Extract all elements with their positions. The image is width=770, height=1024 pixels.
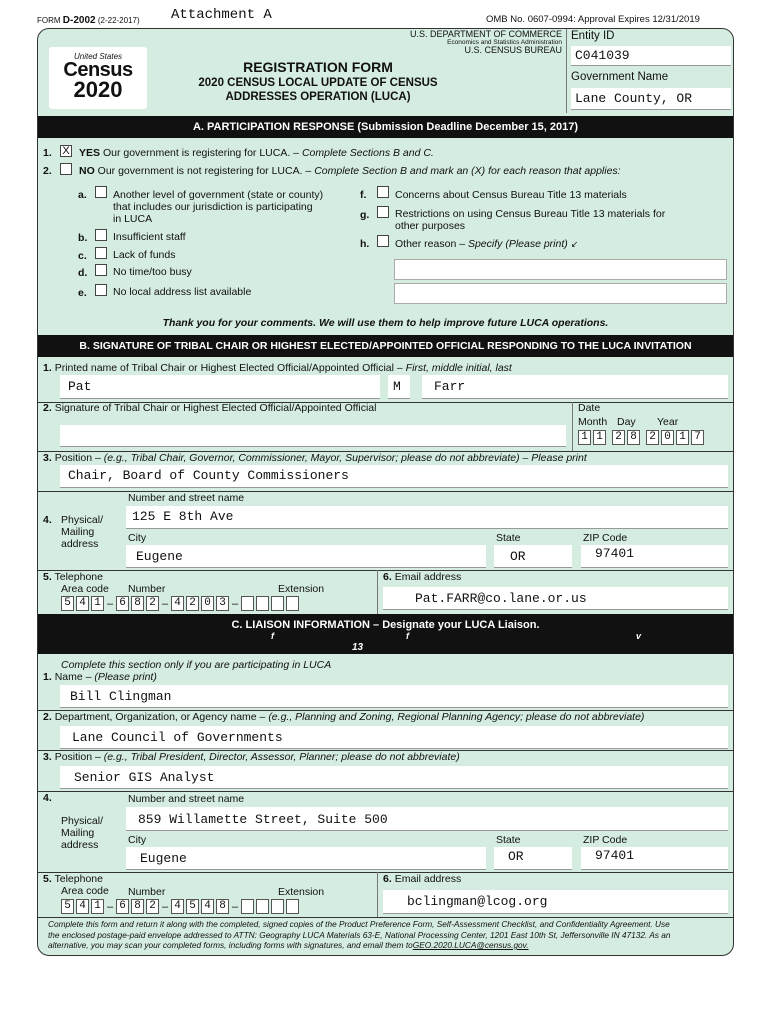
c-city-value: Eugene xyxy=(140,851,187,866)
footer-instructions xyxy=(48,919,728,951)
phone-digit: 2 xyxy=(186,596,199,611)
c-number-label: Number xyxy=(128,886,166,898)
c-q1-number: 1. xyxy=(43,671,52,683)
c-q2-number: 2. xyxy=(43,711,52,723)
reason-a-text: Another level of government (state or county) xyxy=(113,189,324,201)
dash: – xyxy=(161,597,169,610)
c-q5-label xyxy=(43,873,103,885)
phone-digit: 4 xyxy=(76,596,89,611)
stray-mark: f xyxy=(406,631,409,641)
agency-block xyxy=(378,30,562,55)
b-street-field[interactable] xyxy=(126,506,728,529)
c-q2-text: Department, Organization, or Agency name – xyxy=(54,711,269,723)
reason-g-checkbox[interactable] xyxy=(377,206,389,218)
c-q3-number: 3. xyxy=(43,751,52,763)
c-q1-label xyxy=(43,671,157,683)
b-q6-label xyxy=(383,571,461,583)
b-city-label: City xyxy=(128,532,147,544)
phone-digit: 0 xyxy=(201,596,214,611)
date-digit: 1 xyxy=(593,430,606,445)
c-zip-field[interactable] xyxy=(581,847,728,870)
b-q3-text: Position – xyxy=(54,452,104,464)
gov-name-value: Lane County, OR xyxy=(575,91,693,106)
reason-h-letter: h. xyxy=(360,238,370,250)
form-label: FORM xyxy=(37,16,61,25)
day-label: Day xyxy=(617,416,636,428)
reason-a-checkbox[interactable] xyxy=(95,186,107,198)
yes-text: Our government is registering for LUCA. – xyxy=(102,147,302,159)
gov-name-label: Government Name xyxy=(571,71,669,83)
entity-id-field[interactable] xyxy=(571,46,731,66)
other-reason-field-1[interactable] xyxy=(394,259,727,280)
b-email-field[interactable] xyxy=(383,587,728,610)
yes-instruction: Complete Sections B and C. xyxy=(301,147,434,159)
form-title-block xyxy=(158,59,478,103)
official-last-name: Farr xyxy=(434,379,466,394)
b-q1-label xyxy=(43,362,512,374)
date-digit: 1 xyxy=(676,430,689,445)
c-q2-label xyxy=(43,711,644,723)
c-extension-label: Extension xyxy=(278,886,325,898)
section-c-title: C. LIAISON INFORMATION – Designate your LUCA Liaison. xyxy=(231,619,540,631)
b-q1-text: Printed name of Tribal Chair or Highest Elected Official/Appointed Official – xyxy=(54,362,406,374)
reason-h-text: Other reason – xyxy=(395,238,468,250)
c-state-value: OR xyxy=(508,849,524,864)
reason-c-letter: c. xyxy=(78,250,87,262)
b-street-value: 125 E 8th Ave xyxy=(132,509,234,524)
phone-digit: 4 xyxy=(76,899,89,914)
phone-digit: 2 xyxy=(146,899,159,914)
reason-c-text: Lack of funds xyxy=(113,249,176,261)
phone-digit: 8 xyxy=(131,596,144,611)
b-q3-instruction: (e.g., Tribal Chair, Governor, Commissioner, Mayor, Supervisor; please do not abbreviate) – Please print xyxy=(103,452,587,464)
phone-digit: 4 xyxy=(201,899,214,914)
extension-digit xyxy=(286,899,299,914)
c-q4-label-1: Physical/ xyxy=(61,815,104,827)
b-q6-number: 6. xyxy=(383,571,392,583)
b-state-value: OR xyxy=(510,549,526,564)
b-q5-text: Telephone xyxy=(54,571,103,583)
b-number-label: Number xyxy=(128,583,166,595)
no-label: NO xyxy=(79,165,95,177)
dash: – xyxy=(231,900,239,913)
form-date: (2-22-2017) xyxy=(97,16,140,25)
c-q2-instruction: (e.g., Planning and Zoning, Regional Planning Agency; please do not abbreviate) xyxy=(268,711,645,723)
phone-digit: 3 xyxy=(216,596,229,611)
b-q4-label-2: Mailing xyxy=(61,526,95,538)
footer-line-2: the enclosed postage-paid envelope addressed to ATTN: Geography LUCA Materials 63-E, National Processing Center, 1201 East 10th St, Jeffersonville IN 47132. As an xyxy=(48,929,671,940)
section-b-header: B. SIGNATURE OF TRIBAL CHAIR OR HIGHEST ELECTED/APPOINTED OFFICIAL RESPONDING TO THE LUCA INVITATION xyxy=(38,335,733,357)
extension-digit xyxy=(271,899,284,914)
phone-digit: 6 xyxy=(116,899,129,914)
yes-line xyxy=(79,147,434,159)
c-q5-text: Telephone xyxy=(54,873,103,885)
extension-digit xyxy=(256,596,269,611)
b-q1-instruction: First, middle initial, last xyxy=(405,362,512,374)
reason-a-text-2: that includes our jurisdiction is participating xyxy=(113,201,313,213)
page-title: REGISTRATION FORM xyxy=(243,59,393,75)
entity-id-label: Entity ID xyxy=(571,30,615,42)
official-position-field[interactable] xyxy=(60,465,728,488)
footer-line-3 xyxy=(48,940,728,951)
form-number xyxy=(37,15,140,26)
reason-f-text: Concerns about Census Bureau Title 13 materials xyxy=(395,189,627,201)
attachment-label: Attachment A xyxy=(171,7,272,23)
official-position: Chair, Board of County Commissioners xyxy=(68,468,349,483)
dash: – xyxy=(106,597,114,610)
c-q4-label-2: Mailing xyxy=(61,827,95,839)
official-middle-initial-field[interactable] xyxy=(388,375,410,399)
stray-mark: f xyxy=(271,631,274,641)
date-divider xyxy=(572,402,573,451)
reason-h-line xyxy=(395,238,578,250)
registration-form xyxy=(37,28,734,956)
dept-name: U.S. DEPARTMENT OF COMMERCE xyxy=(409,29,562,39)
b-zip-field[interactable] xyxy=(581,545,728,568)
reason-b-text: Insufficient staff xyxy=(113,231,186,243)
reason-f-checkbox[interactable] xyxy=(377,186,389,198)
b-state-label: State xyxy=(496,532,521,544)
logo-united-states: United States xyxy=(73,52,123,61)
c-q6-label xyxy=(383,873,461,885)
c-area-code-label: Area code xyxy=(61,885,109,897)
b-area-code-label: Area code xyxy=(61,583,109,595)
c-state-label: State xyxy=(496,834,521,846)
date-digit: 1 xyxy=(578,430,591,445)
phone-digit: 5 xyxy=(61,899,74,914)
reason-d-checkbox[interactable] xyxy=(95,264,107,276)
b-street-label: Number and street name xyxy=(128,492,245,504)
reason-e-letter: e. xyxy=(78,287,87,299)
c-q6-number: 6. xyxy=(383,873,392,885)
reason-a-text-3: in LUCA xyxy=(113,213,153,225)
phone-email-divider xyxy=(377,570,378,614)
c-email-field[interactable] xyxy=(383,890,728,914)
census-logo xyxy=(49,47,147,109)
year-label: Year xyxy=(657,416,679,428)
liaison-position-field[interactable] xyxy=(60,766,728,789)
c-email-value: bclingman@lcog.org xyxy=(407,894,548,909)
no-text: Our government is not registering for LUCA. – xyxy=(97,165,315,177)
reason-h-instruction: Specify (Please print) xyxy=(467,238,568,250)
dash: – xyxy=(231,597,239,610)
b-q2-text: Signature of Tribal Chair or Highest Elected Official/Appointed Official xyxy=(54,402,377,414)
c-street-field[interactable] xyxy=(126,807,728,831)
reason-g-text-2: other purposes xyxy=(395,220,466,232)
divider xyxy=(38,791,733,792)
b-q4-number: 4. xyxy=(43,514,52,526)
phone-digit: 5 xyxy=(61,596,74,611)
b-phone-boxes[interactable] xyxy=(61,596,301,611)
c-q6-text: Email address xyxy=(394,873,462,885)
liaison-position: Senior GIS Analyst xyxy=(74,770,215,785)
b-q4-label-1: Physical/ xyxy=(61,514,104,526)
signature-field[interactable] xyxy=(60,425,566,447)
extension-digit xyxy=(256,899,269,914)
official-first-name: Pat xyxy=(68,379,92,394)
arrow-icon: ↙ xyxy=(570,239,579,249)
esa-name: Economics and Statistics Administration xyxy=(447,39,562,46)
b-extension-label: Extension xyxy=(278,583,325,595)
c-q4-number: 4. xyxy=(43,792,52,804)
official-first-name-field[interactable] xyxy=(60,375,380,399)
reason-g-text: Restrictions on using Census Bureau Title 13 materials for xyxy=(395,208,666,220)
c-zip-value: 97401 xyxy=(595,848,635,863)
date-digit: 2 xyxy=(612,430,625,445)
liaison-department-field[interactable] xyxy=(60,726,728,749)
b-q5-label xyxy=(43,571,103,583)
reason-b-letter: b. xyxy=(78,232,88,244)
bureau-name: U.S. CENSUS BUREAU xyxy=(464,45,562,55)
section-c-header xyxy=(38,614,733,654)
stray-mark: 13 xyxy=(352,642,364,653)
c-q1-text: Name – xyxy=(54,671,95,683)
reason-a-letter: a. xyxy=(78,189,87,201)
date-label: Date xyxy=(578,402,601,414)
date-digit: 7 xyxy=(691,430,704,445)
extension-digit xyxy=(241,899,254,914)
b-city-value: Eugene xyxy=(136,549,183,564)
b-q3-number: 3. xyxy=(43,452,52,464)
reason-e-checkbox[interactable] xyxy=(95,284,107,296)
reason-d-letter: d. xyxy=(78,267,88,279)
reason-c-checkbox[interactable] xyxy=(95,247,107,259)
dash: – xyxy=(106,900,114,913)
official-last-name-field[interactable] xyxy=(422,375,728,399)
other-reason-field-2[interactable] xyxy=(394,283,727,304)
b-state-field[interactable] xyxy=(494,545,572,568)
entity-panel xyxy=(566,29,734,113)
omb-text: OMB No. 0607-0994: Approval Expires 12/31/2019 xyxy=(486,14,700,25)
no-line xyxy=(79,165,621,177)
phone-digit: 1 xyxy=(91,899,104,914)
b-q6-text: Email address xyxy=(394,571,462,583)
yes-check-mark: X xyxy=(62,145,70,157)
c-city-label: City xyxy=(128,834,147,846)
stray-mark: v xyxy=(636,631,642,641)
c-state-field[interactable] xyxy=(494,847,572,870)
extension-digit xyxy=(241,596,254,611)
b-q3-label xyxy=(43,452,587,464)
liaison-name: Bill Clingman xyxy=(70,689,172,704)
date-digit: 0 xyxy=(661,430,674,445)
date-digit: 2 xyxy=(646,430,659,445)
phone-digit: 2 xyxy=(146,596,159,611)
reason-d-text: No time/too busy xyxy=(113,266,192,278)
c-street-value: 859 Willamette Street, Suite 500 xyxy=(138,812,388,827)
yes-checkbox[interactable] xyxy=(60,145,72,157)
liaison-name-field[interactable] xyxy=(60,685,728,708)
b-city-field[interactable] xyxy=(126,545,486,568)
b-zip-value: 97401 xyxy=(595,546,635,561)
phone-digit: 4 xyxy=(171,899,184,914)
divider xyxy=(38,917,733,918)
footer-email-link[interactable]: GEO.2020.LUCA@census.gov. xyxy=(412,940,529,950)
date-boxes[interactable] xyxy=(578,430,706,445)
footer-line-1: Complete this form and return it along with the completed, signed copies of the Product Preference Form, Self-Assessment Checklist, and Confidentiality Agreement. Use xyxy=(48,919,670,929)
b-q4-label-3: address xyxy=(61,538,99,550)
date-digit: 8 xyxy=(627,430,640,445)
c-street-label: Number and street name xyxy=(128,793,245,805)
phone-digit: 1 xyxy=(91,596,104,611)
yes-label: YES xyxy=(79,147,101,159)
c-q5-number: 5. xyxy=(43,873,52,885)
logo-census: Census xyxy=(63,59,133,81)
reason-b-checkbox[interactable] xyxy=(95,229,107,241)
subtitle-line-1: 2020 CENSUS LOCAL UPDATE OF CENSUS xyxy=(198,77,438,89)
no-number: 2. xyxy=(43,165,52,177)
b-q2-number: 2. xyxy=(43,402,52,414)
b-q1-number: 1. xyxy=(43,362,52,374)
phone-digit: 8 xyxy=(131,899,144,914)
b-q5-number: 5. xyxy=(43,571,52,583)
phone-digit: 6 xyxy=(116,596,129,611)
footer-line-3-text: alternative, you may scan your completed forms, including forms with signatures, and email them to xyxy=(48,940,413,950)
gov-name-field[interactable] xyxy=(571,88,731,110)
reason-h-checkbox[interactable] xyxy=(377,235,389,247)
form-number-value: D-2002 xyxy=(62,15,96,26)
subtitle-line-2: ADDRESSES OPERATION (LUCA) xyxy=(225,91,411,103)
b-zip-label: ZIP Code xyxy=(583,532,628,544)
no-instruction: Complete Section B and mark an (X) for each reason that applies: xyxy=(314,165,621,177)
c-q3-label xyxy=(43,751,460,763)
reason-e-text: No local address list available xyxy=(113,286,252,298)
c-participation-note: Complete this section only if you are participating in LUCA xyxy=(61,659,332,671)
liaison-department: Lane Council of Governments xyxy=(72,730,283,745)
reason-g-letter: g. xyxy=(360,209,370,221)
month-label: Month xyxy=(578,416,608,428)
dash: – xyxy=(161,900,169,913)
c-city-field[interactable] xyxy=(126,847,486,870)
c-q3-instruction: (e.g., Tribal President, Director, Assessor, Planner; please do not abbreviate) xyxy=(103,751,460,763)
b-q2-label xyxy=(43,402,376,414)
reason-f-letter: f. xyxy=(360,189,367,201)
official-middle-initial: M xyxy=(393,379,401,394)
phone-digit: 4 xyxy=(171,596,184,611)
c-q3-text: Position – xyxy=(54,751,104,763)
no-checkbox[interactable] xyxy=(60,163,72,175)
c-phone-boxes[interactable] xyxy=(61,899,301,914)
phone-digit: 5 xyxy=(186,899,199,914)
entity-id-value: C041039 xyxy=(575,48,630,63)
c-q1-instruction: (Please print) xyxy=(94,671,157,683)
logo-year: 2020 xyxy=(73,77,123,102)
extension-digit xyxy=(271,596,284,611)
extension-digit xyxy=(286,596,299,611)
c-q4-label-3: address xyxy=(61,839,99,851)
b-email-value: Pat.FARR@co.lane.or.us xyxy=(415,591,587,606)
phone-digit: 8 xyxy=(216,899,229,914)
yes-number: 1. xyxy=(43,147,52,159)
thanks-note: Thank you for your comments. We will use them to help improve future LUCA operations. xyxy=(162,317,609,329)
phone-email-divider xyxy=(377,872,378,917)
c-zip-label: ZIP Code xyxy=(583,834,628,846)
section-a-header: A. PARTICIPATION RESPONSE (Submission Deadline December 15, 2017) xyxy=(38,116,733,138)
